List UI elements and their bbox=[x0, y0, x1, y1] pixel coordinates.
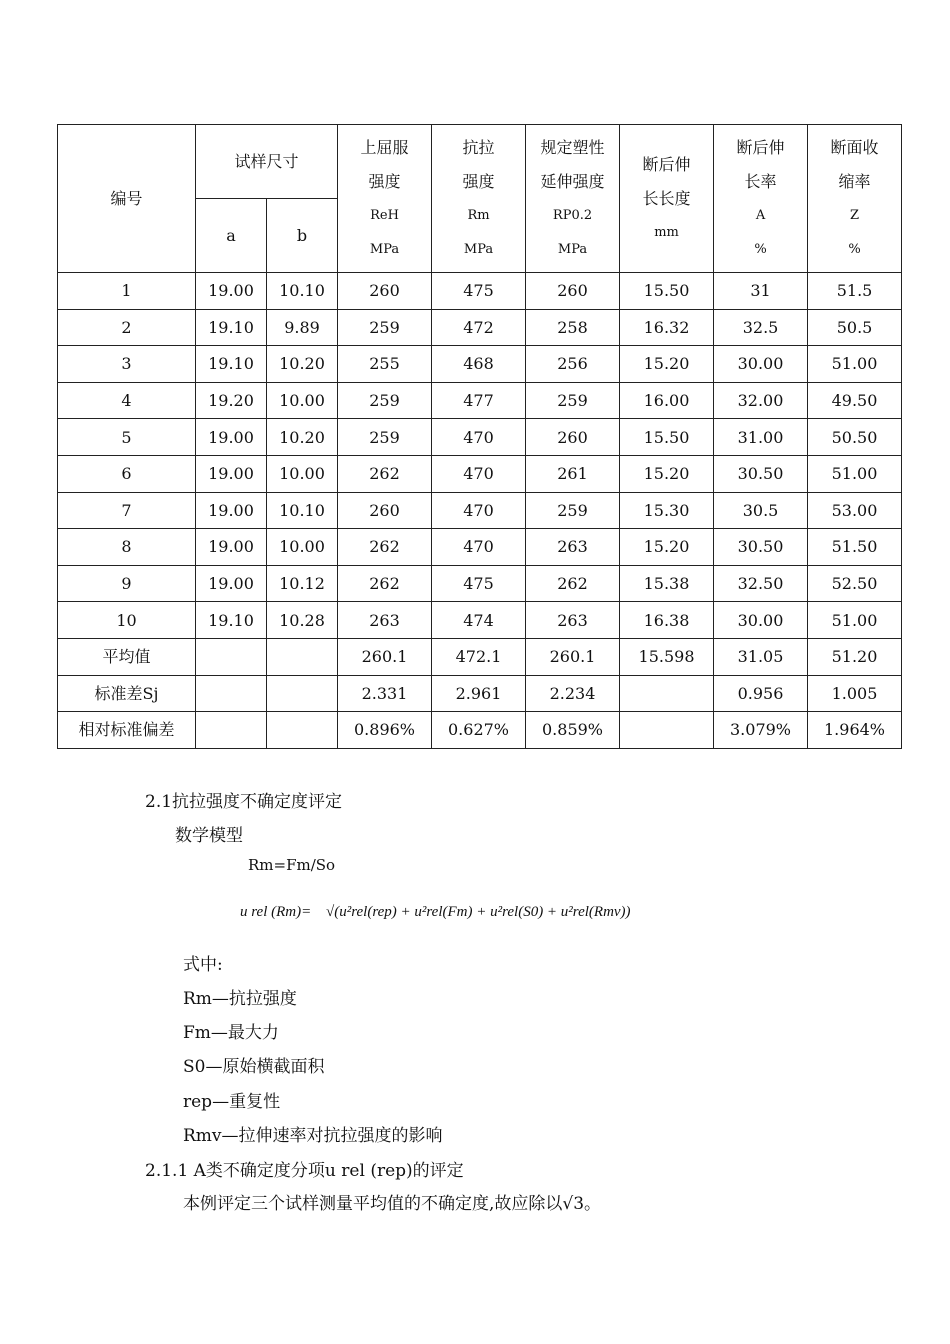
table-row bbox=[58, 712, 902, 749]
table-cell bbox=[267, 675, 338, 712]
table-cell: 16.38 bbox=[620, 602, 714, 639]
header-size: 试样尺寸 bbox=[196, 125, 338, 199]
table-cell bbox=[620, 675, 714, 712]
table-row bbox=[58, 309, 902, 346]
table-cell: 9.89 bbox=[267, 309, 338, 346]
table-cell: 470 bbox=[432, 455, 526, 492]
table-row bbox=[58, 492, 902, 529]
table-cell: 0.859% bbox=[526, 712, 620, 749]
model-formula: Rm=Fm/So bbox=[248, 856, 336, 874]
table-cell: 16.32 bbox=[620, 309, 714, 346]
table-cell: 15.20 bbox=[620, 346, 714, 383]
header-reh: 上屈服 强度 ReH MPa bbox=[338, 125, 432, 273]
table-cell: 262 bbox=[338, 455, 432, 492]
table-cell: 相对标准偏差 bbox=[58, 712, 196, 749]
table-cell: 9 bbox=[58, 565, 196, 602]
table-cell: 30.50 bbox=[714, 529, 808, 566]
table-cell: 470 bbox=[432, 419, 526, 456]
table-cell: 10.10 bbox=[267, 273, 338, 310]
table-cell: 10.00 bbox=[267, 529, 338, 566]
table-cell: 259 bbox=[338, 309, 432, 346]
urel-lhs: u rel (Rm)= bbox=[240, 904, 312, 920]
table-cell: 平均值 bbox=[58, 638, 196, 675]
table-cell: 6 bbox=[58, 455, 196, 492]
table-cell: 0.627% bbox=[432, 712, 526, 749]
table-cell: 15.50 bbox=[620, 419, 714, 456]
table-row bbox=[58, 675, 902, 712]
table-cell: 53.00 bbox=[808, 492, 902, 529]
table-cell: 255 bbox=[338, 346, 432, 383]
table-cell: 10.12 bbox=[267, 565, 338, 602]
table-cell: 51.00 bbox=[808, 602, 902, 639]
table-cell: 32.00 bbox=[714, 382, 808, 419]
table-cell: 19.20 bbox=[196, 382, 267, 419]
table-cell: 262 bbox=[338, 529, 432, 566]
table-cell: 16.00 bbox=[620, 382, 714, 419]
table-cell: 1.964% bbox=[808, 712, 902, 749]
table-cell: 1.005 bbox=[808, 675, 902, 712]
results-table bbox=[57, 124, 902, 749]
table-cell: 19.00 bbox=[196, 419, 267, 456]
table-cell: 52.50 bbox=[808, 565, 902, 602]
table-cell: 263 bbox=[338, 602, 432, 639]
table-cell: 30.00 bbox=[714, 346, 808, 383]
table-cell bbox=[620, 712, 714, 749]
header-id: 编号 bbox=[58, 125, 196, 273]
header-lu: 断后伸 长长度 mm bbox=[620, 125, 714, 273]
table-cell: 7 bbox=[58, 492, 196, 529]
section-heading: 2.1抗拉强度不确定度评定 bbox=[145, 792, 343, 812]
sub-heading: 2.1.1 A类不确定度分项u rel (rep)的评定 bbox=[145, 1161, 464, 1181]
table-cell: 49.50 bbox=[808, 382, 902, 419]
table-cell: 51.5 bbox=[808, 273, 902, 310]
table-cell: 475 bbox=[432, 273, 526, 310]
table-cell: 10.00 bbox=[267, 455, 338, 492]
table-cell: 10 bbox=[58, 602, 196, 639]
table-cell: 19.10 bbox=[196, 602, 267, 639]
table-row bbox=[58, 346, 902, 383]
table-cell: 标准差Sj bbox=[58, 675, 196, 712]
table-cell: 3.079% bbox=[714, 712, 808, 749]
table-cell bbox=[267, 712, 338, 749]
def-rm: Rm—抗拉强度 bbox=[183, 989, 297, 1009]
table-cell: 2 bbox=[58, 309, 196, 346]
table-cell: 3 bbox=[58, 346, 196, 383]
table-row bbox=[58, 638, 902, 675]
table-cell: 32.5 bbox=[714, 309, 808, 346]
table-cell bbox=[196, 675, 267, 712]
def-s0: S0—原始横截面积 bbox=[183, 1057, 325, 1077]
table-cell: 19.00 bbox=[196, 455, 267, 492]
paragraph: 本例评定三个试样测量平均值的不确定度,故应除以√3。 bbox=[183, 1194, 602, 1214]
table-cell: 51.50 bbox=[808, 529, 902, 566]
table-cell: 259 bbox=[526, 492, 620, 529]
def-rep: rep—重复性 bbox=[183, 1092, 281, 1112]
table-cell: 10.10 bbox=[267, 492, 338, 529]
table-cell: 2.331 bbox=[338, 675, 432, 712]
header-a: a bbox=[196, 199, 267, 273]
table-cell: 258 bbox=[526, 309, 620, 346]
table-cell: 260 bbox=[338, 273, 432, 310]
table-cell: 260 bbox=[338, 492, 432, 529]
table-cell: 1 bbox=[58, 273, 196, 310]
table-cell: 260 bbox=[526, 419, 620, 456]
table-cell: 19.10 bbox=[196, 346, 267, 383]
table-cell: 50.50 bbox=[808, 419, 902, 456]
table-cell: 15.20 bbox=[620, 529, 714, 566]
table-cell: 261 bbox=[526, 455, 620, 492]
table-cell: 10.28 bbox=[267, 602, 338, 639]
table-cell: 262 bbox=[338, 565, 432, 602]
def-rmv: Rmv—拉伸速率对抗拉强度的影响 bbox=[183, 1126, 443, 1146]
table-cell: 15.30 bbox=[620, 492, 714, 529]
table-cell: 15.50 bbox=[620, 273, 714, 310]
table-cell: 470 bbox=[432, 529, 526, 566]
header-rp: 规定塑性 延伸强度 RP0.2 MPa bbox=[526, 125, 620, 273]
table-cell: 259 bbox=[338, 382, 432, 419]
table-cell: 19.10 bbox=[196, 309, 267, 346]
table-cell: 259 bbox=[338, 419, 432, 456]
table-cell: 51.00 bbox=[808, 346, 902, 383]
model-label: 数学模型 bbox=[175, 826, 243, 846]
def-fm: Fm—最大力 bbox=[183, 1023, 279, 1043]
table-cell: 8 bbox=[58, 529, 196, 566]
table-row bbox=[58, 419, 902, 456]
table-cell: 263 bbox=[526, 529, 620, 566]
table-cell: 259 bbox=[526, 382, 620, 419]
header-rm: 抗拉 强度 Rm MPa bbox=[432, 125, 526, 273]
table-cell: 10.20 bbox=[267, 419, 338, 456]
table-cell: 19.00 bbox=[196, 492, 267, 529]
table-cell: 0.896% bbox=[338, 712, 432, 749]
table-cell: 263 bbox=[526, 602, 620, 639]
table-cell: 260.1 bbox=[338, 638, 432, 675]
table-cell: 10.20 bbox=[267, 346, 338, 383]
table-cell: 15.598 bbox=[620, 638, 714, 675]
table-cell: 2.234 bbox=[526, 675, 620, 712]
table-cell: 475 bbox=[432, 565, 526, 602]
table-cell: 477 bbox=[432, 382, 526, 419]
table-cell: 30.50 bbox=[714, 455, 808, 492]
table-cell: 51.20 bbox=[808, 638, 902, 675]
table-cell: 15.38 bbox=[620, 565, 714, 602]
table-row bbox=[58, 273, 902, 310]
table-cell: 31.05 bbox=[714, 638, 808, 675]
table-cell: 470 bbox=[432, 492, 526, 529]
urel-formula bbox=[240, 902, 631, 921]
table-row bbox=[58, 565, 902, 602]
table-cell: 256 bbox=[526, 346, 620, 383]
header-b: b bbox=[267, 199, 338, 273]
table-cell: 468 bbox=[432, 346, 526, 383]
table-cell: 474 bbox=[432, 602, 526, 639]
table-cell: 19.00 bbox=[196, 565, 267, 602]
where-label: 式中: bbox=[183, 955, 223, 975]
table-cell: 31 bbox=[714, 273, 808, 310]
table-row bbox=[58, 529, 902, 566]
table-cell: 51.00 bbox=[808, 455, 902, 492]
table-cell: 5 bbox=[58, 419, 196, 456]
table-cell bbox=[196, 712, 267, 749]
table-cell: 0.956 bbox=[714, 675, 808, 712]
table-cell: 19.00 bbox=[196, 273, 267, 310]
table-body bbox=[58, 273, 902, 749]
table-cell: 50.5 bbox=[808, 309, 902, 346]
table-row bbox=[58, 602, 902, 639]
table-cell: 10.00 bbox=[267, 382, 338, 419]
table-cell: 32.50 bbox=[714, 565, 808, 602]
table-row bbox=[58, 455, 902, 492]
header-reduction: 断面收 缩率 Z % bbox=[808, 125, 902, 273]
header-elongation: 断后伸 长率 A % bbox=[714, 125, 808, 273]
table-cell: 260 bbox=[526, 273, 620, 310]
table-cell: 30.00 bbox=[714, 602, 808, 639]
table-cell: 15.20 bbox=[620, 455, 714, 492]
table-cell bbox=[267, 638, 338, 675]
table-cell: 262 bbox=[526, 565, 620, 602]
table-cell: 472 bbox=[432, 309, 526, 346]
urel-rhs: √(u²rel(rep) + u²rel(Fm) + u²rel(S0) + u²rel(Rmv)) bbox=[326, 904, 631, 920]
table-cell: 260.1 bbox=[526, 638, 620, 675]
table-cell: 31.00 bbox=[714, 419, 808, 456]
table-row bbox=[58, 382, 902, 419]
table-cell: 4 bbox=[58, 382, 196, 419]
table-cell: 472.1 bbox=[432, 638, 526, 675]
table-cell: 30.5 bbox=[714, 492, 808, 529]
table-cell bbox=[196, 638, 267, 675]
table-cell: 2.961 bbox=[432, 675, 526, 712]
table-cell: 19.00 bbox=[196, 529, 267, 566]
